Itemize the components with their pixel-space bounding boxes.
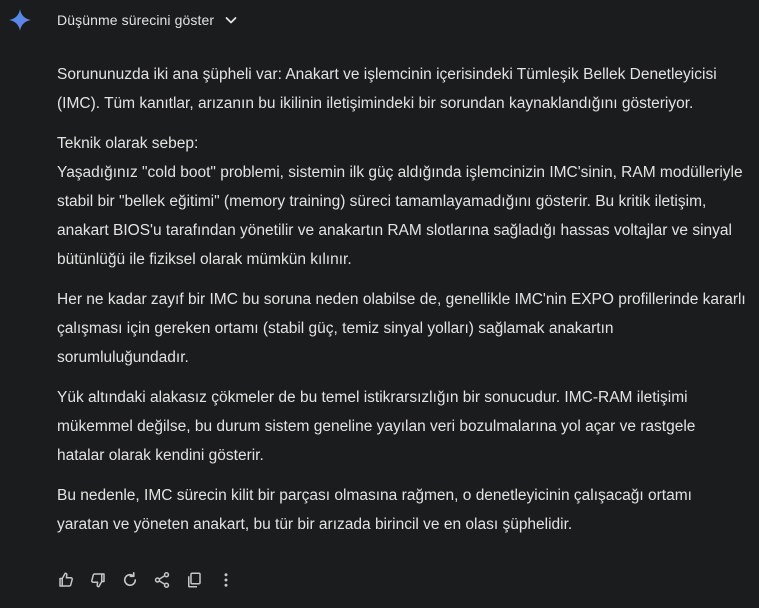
thumbs-down-icon[interactable] [88,570,108,590]
regenerate-icon[interactable] [120,570,140,590]
response-header [0,0,759,40]
response-paragraph: Her ne kadar zayıf bir IMC bu soruna neden olabilse de, genellikle IMC'nin EXPO profillerinde kararlı çalışması için gereken ortamı (stabil güç, temiz sinyal yolları) sağlamak anakartın sorumluluğundadır. [57,291,746,366]
response-paragraph: Yük altındaki alakasız çökmeler de bu temel istikrarsızlığın bir sonucudur. IMC-RAM iletişimi mükemmel değilse, bu durum sistem geneline yayılan veri bozulmalarına yol açar ve rastgele hatalar olarak kendini gösterir. [57,389,696,464]
response-actions-bar [56,570,248,590]
response-paragraph: Sorununuzda iki ana şüpheli var: Anakart ve işlemcinin içerisindeki Tümleşik Bellek Denetleyicisi (IMC). Tüm kanıtlar, arızanın bu ikilinin iletişimindeki bir sorundan kaynaklandığını gösteriyor. [57,66,717,112]
gemini-sparkle-icon [9,9,31,31]
show-thinking-label: Düşünme sürecini göster [57,12,215,28]
chevron-down-icon [224,13,238,27]
response-body [57,60,747,550]
more-options-icon[interactable] [216,570,236,590]
thumbs-up-icon[interactable] [56,570,76,590]
show-thinking-toggle[interactable] [57,10,238,30]
share-icon[interactable] [152,570,172,590]
response-heading: Teknik olarak sebep: [57,135,199,152]
copy-icon[interactable] [184,570,204,590]
response-paragraph: Yaşadığınız "cold boot" problemi, sistemin ilk güç aldığında işlemcinizin IMC'sinin, RAM modülleriyle stabil bir "bellek eğitimi" (memory training) süreci tamamlayamadığını gösterir. Bu kritik iletişim, anakart BIOS'u tarafından yönetilir ve anakartın RAM slotlarına sağladığı hassas voltajlar ve sinyal bütünlüğü ile fiziksel olarak mümkün kılınır. [57,164,743,268]
response-paragraph: Bu nedenle, IMC sürecin kilit bir parçası olmasına rağmen, o denetleyicinin çalışacağı ortamı yaratan ve yöneten anakart, bu tür bir arızada birincil ve en olası şüphelidir. [57,487,692,533]
